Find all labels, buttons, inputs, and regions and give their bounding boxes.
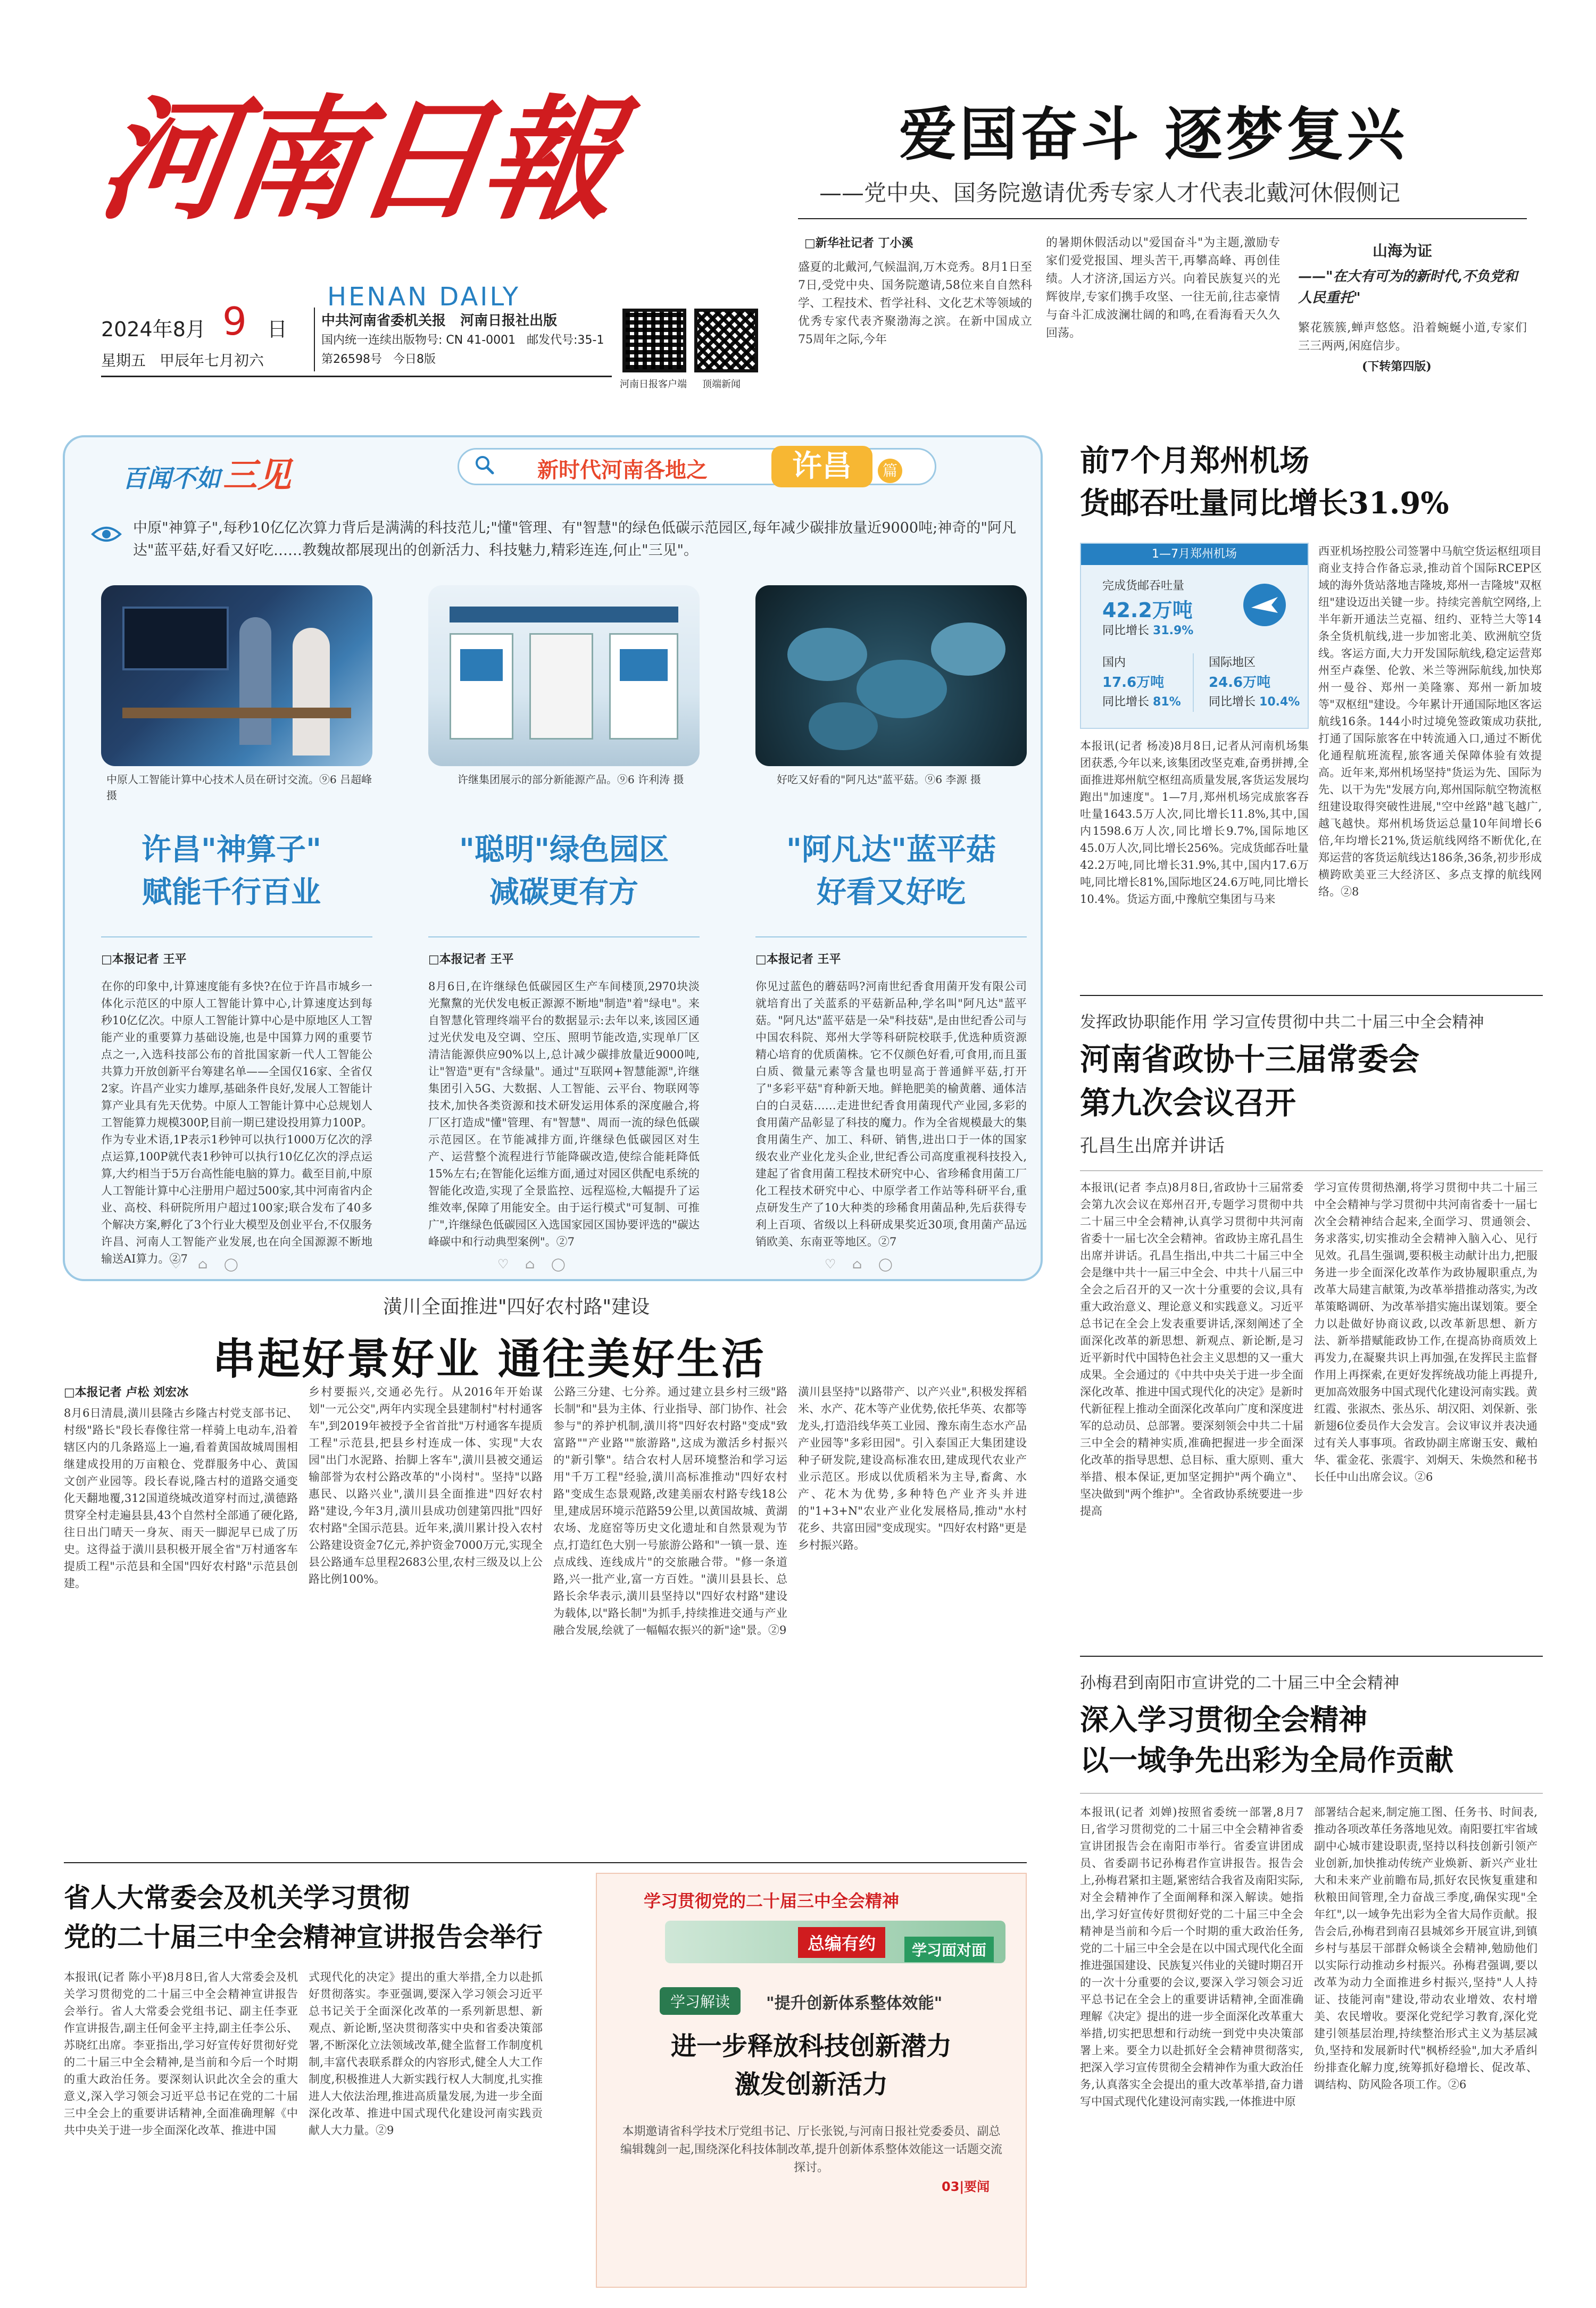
panel-footer-icons-2[interactable]: ♡ ⌂ ◯ <box>497 1257 566 1272</box>
publisher-party: 中共河南省委机关报 <box>321 313 446 329</box>
road-kicker: 潢川全面推进"四好农村路"建设 <box>383 1296 650 1318</box>
airplane-icon <box>1241 581 1289 629</box>
caption-mushroom: 好吃又好看的"阿凡达"蓝平菇。⑨6 李源 摄 <box>777 773 981 786</box>
panel-search-text: 新时代河南各地之 <box>537 458 708 483</box>
search-icon <box>475 455 495 475</box>
byline-mushroom: □本报记者 王平 <box>755 952 841 966</box>
headline-ai <box>80 829 383 914</box>
airport-total-growth: 31.9% <box>1153 624 1194 637</box>
airport-intl-label: 国际地区 <box>1209 656 1256 669</box>
airport-total-value: 42.2万吨 <box>1102 599 1193 622</box>
study-page-link[interactable]: 03|要闻 <box>942 2179 990 2194</box>
airport-intl-growth: 10.4% <box>1259 695 1300 709</box>
cppcc-body-1: 本报讯(记者 李点)8月8日,省政协十三届常委会第九次会议在郑州召开,专题学习贯彻中共二十届三中全会精神,认真学习贯彻中共河南省委十一届七次全会精神。省政协主席孔昌生出席并讲话。孔昌生指出,中共二十届三中全会是继中共十一届三中全会、中共十八届三中全会之后召开的又一次十分重要的会议,具有重大政治意义、理论意义和实践意义。习近平总书记在全会上发表重要讲话,深刻阐述了全面深化改革的新思想、新观点、新论断,是习近平新时代中国特色社会主义思想的又一重大成果。全会通过的《中共中央关于进一步全面深化改革、推进中国式现代化的决定》是新时代新征程上推动全面深化改革向广度和深度进军的总动员、总部署。要深刻领会中共二十届三中全会的精神实质,准确把握进一步全面深化改革的指导思想、总目标、重大原则、重大举措、根本保证,更加坚定拥护"两个确立"、坚决做到"两个维护"。全省政协系统要进一步提高 <box>1080 1181 1303 1517</box>
npc-body-1: 本报讯(记者 陈小平)8月8日,省人大常委会及机关学习贯彻党的二十届三中全会精神宣讲报告会举行。省人大常委会党组书记、副主任李亚作宣讲报告,副主任何金平主持,副主任李公乐、苏晓红出席。李亚指出,学习好宣传好贯彻好党的二十届三中全会精神,是当前和今后一个时期的重大政治任务。要深刻认识此次全会的重大意义,深入学习领会习近平总书记在党的二十届三中全会上的重要讲话精神,全面准确理解《中共中央关于进一步全面深化改革、推进中国 <box>64 1971 298 2137</box>
headline-green-line2: 减碳更有方 <box>489 875 638 910</box>
study-headline-line2: 激发创新活力 <box>734 2070 888 2099</box>
airport-intl-value: 24.6万吨 <box>1209 675 1271 691</box>
sun-headline-line2: 以一域争先出彩为全局作贡献 <box>1080 1743 1453 1777</box>
road-byline: □本报记者 卢松 刘宏冰 <box>64 1385 189 1399</box>
issue-number: 第26598号 <box>321 353 382 366</box>
road-col-4: 潢川县坚持"以路带产、以产兴业",积极发挥稻米、水产、花木等产业优势,依托华英、农都等龙头,打造沿线华英工业园、豫东南生态水产品产业园等"多彩田园"。引入泰国正大集团建设种子研发院,建设高标准农田,建成现代农业产业示范区。形成以优质稻米为主导,畜禽、水产、花木为优势,多种特色产业齐头并进的"1+3+N"农业产业化发展格局,推动"水村花乡、共富田园"变成现实。"四好农村路"更是乡村振兴路。 <box>798 1385 1027 1551</box>
airport-headline-line2: 货邮吞吐量同比增长31.9% <box>1080 486 1449 521</box>
study-headline-line1: 进一步释放科技创新潜力 <box>670 2031 952 2061</box>
city-suffix: 篇 <box>878 459 902 483</box>
panel-brand-text: 百闻不如 <box>122 464 220 493</box>
sun-body-1: 本报讯(记者 刘婵)按照省委统一部署,8月7日,省学习贯彻党的二十届三中全会精神省委宣讲团报告会在南阳市举行。省委宣讲团成员、省委副书记孙梅君作宣讲报告。报告会上,孙梅君紧扣主题,紧密结合我省及南阳实际,对全会精神作了全面阐释和深入解读。她指出,学习好宣传好贯彻好党的二十届三中全会精神是当前和今后一个时期的重大政治任务,党的二十届三中全会是在以中国式现代化全面推进强国建设、民族复兴伟业的关键时期召开的一次十分重要的会议,要深入学习领会习近平总书记在全会上的重要讲话精神,全面准确理解《决定》提出的进一步全面深化改革重大举措,切实把思想和行动统一到党中央决策部署上来。要全力以赴抓好全会精神贯彻落实,把深入学习宣传贯彻全会精神作为重大政治任务,认真落实全会提出的重大改革举措,奋力谱写中国式现代化建设河南实践,一体推进中原 <box>1080 1806 1303 2108</box>
npc-headline <box>64 1878 543 1957</box>
headline-green <box>410 829 718 914</box>
study-tag-topic: "提升创新体系整体效能" <box>766 1994 943 2013</box>
newspaper-logo-english: HENAN DAILY <box>327 282 521 312</box>
lead-subtitle: ——党中央、国务院邀请优秀专家人才代表北戴河休假侧记 <box>819 180 1401 206</box>
cppcc-kicker: 发挥政协职能作用 学习宣传贯彻中共二十届三中全会精神 <box>1080 1013 1484 1032</box>
date-day-suffix: 日 <box>267 318 288 341</box>
sun-kicker: 孙梅君到南阳市宣讲党的二十届三中全会精神 <box>1080 1674 1399 1692</box>
study-kicker: 学习贯彻党的二十届三中全会精神 <box>644 1891 900 1911</box>
date-day: 9 <box>222 299 247 344</box>
panel-footer-icons-3[interactable]: ♡ ⌂ ◯ <box>825 1257 893 1272</box>
airport-total-label: 完成货邮吞吐量 <box>1102 579 1185 593</box>
road-col-3: 公路三分建、七分养。通过建立县乡村三级"路长制"和"县为主体、行业指导、部门协作、社会参与"的养护机制,潢川将"四好农村路"变成"致富路""产业路""旅游路",这成为激活乡村振兴的"新引擎"。结合农村人居环境整治和学习运用"千万工程"经验,潢川高标准推动"四好农村路"变成生态景观路,改建美丽农村路专线18公里,建成居环境示范路59公里,以黄国故城、黄湖农场、龙庭窑等历史文化遗址和自然景观为节点,打造红色大别一号旅游公路和"一镇一景、连点成线、连线成片"的交旅融合带。"修一条道路,兴一批产业,富一方百姓。"潢川县县长、总路长余华表示,潢川县坚持以"四好农村路"建设为载体,以"路长制"为抓手,持续推进交通与产业融合发展,绘就了一幅幅农振兴的新"途"景。②9 <box>553 1385 787 1637</box>
city-badge <box>771 446 872 487</box>
road-headline: 串起好景好业 通往美好生活 <box>213 1334 766 1384</box>
body-mushroom: 你见过蓝色的蘑菇吗?河南世纪香食用菌开发有限公司就培育出了关蓝系的平菇新品种,学名叫"阿凡达"蓝平菇。"阿凡达"蓝平菇是一朵"科技菇",是由世纪香公司与中国农科院、郑州大学等科研院校联手,优选种质资源精心培育的优质菌株。它不仅颜色好看,可食用,而且蛋白质、微量元素等含量也明显高于普通鲜平菇,打开了"多彩平菇"育种新天地。鲜艳肥美的榆黄蘑、通体洁白的白灵菇……走进世纪香食用菌现代产业园,多彩的食用菌产品彰显了科技的魔力。作为全省规模最大的集食用菌生产、加工、科研、销售,进出口于一体的国家级农业产业化龙头企业,世纪香公司高度重视科技投入,建起了省食用菌工程技术研究中心、省珍稀食用菌工厂化工程技术研究中心、中原学者工作站等科研平台,重点研发生产了10大种类的珍稀食用菌品种,先后获得专利上百项、省级以上科研成果奖近30项,食用菌产品远销欧美、东南亚等地区。②7 <box>755 980 1027 1248</box>
qr-code-app[interactable] <box>622 309 686 372</box>
lead-continue[interactable]: (下转第四版) <box>1362 360 1432 373</box>
airport-headline-line1: 前7个月郑州机场 <box>1080 443 1309 478</box>
caption-xuji: 许继集团展示的部分新能源产品。⑨6 许利涛 摄 <box>458 773 684 786</box>
photo-xuji <box>428 585 700 766</box>
caption-ai-center: 中原人工智能计算中心技术人员在研讨交流。⑨6 吕超峰 摄 <box>106 773 372 802</box>
airport-headline <box>1080 439 1449 525</box>
photo-ai-center <box>101 585 372 766</box>
cppcc-subhead: 孔昌生出席并讲话 <box>1080 1135 1225 1157</box>
sun-headline <box>1080 1699 1453 1780</box>
study-headline <box>617 2027 1005 2104</box>
npc-body-2: 式现代化的决定》提出的重大举措,全力以赴抓好贯彻落实。李亚强调,要深入学习领会习近平总书记关于全面深化改革的一系列新思想、新观点、新论断,坚决贯彻落实中央和省委决策部署,不断深化立法领域改革,健全监督工作制度机制,丰富代表联系群众的内容形式,健全人大工作制度,积极推进人大新实践行权人大制度,扎实推进人大依法治理,推进高质量发展,为进一步全面深化改革、推进中国式现代化建设河南实践贡献人大力量。②9 <box>309 1971 543 2137</box>
cn-number: 国内统一连续出版物号: CN 41-0001 <box>321 334 516 347</box>
headline-green-line1: "聪明"绿色园区 <box>459 833 669 867</box>
study-description: 本期邀请省科学技术厅党组书记、厅长张锐,与河南日报社党委委员、副总编辑魏剑一起,围绕深化科技体制改革,提升创新体系整体效能这一话题交流探讨。 <box>620 2125 1002 2174</box>
airport-intl-growth-label: 同比增长 <box>1209 695 1256 709</box>
panel-brand-big: 三见 <box>223 456 292 495</box>
lead-headline: 爱国奋斗 逐梦复兴 <box>899 101 1408 168</box>
byline-green: □本报记者 王平 <box>428 952 514 966</box>
body-ai: 在你的印象中,计算速度能有多快?在位于许昌市城乡一体化示范区的中原人工智能计算中心,计算速度达到每秒10亿亿次。中原人工智能计算中心是中原地区人工智能产业的重要算力基础设施,也是中国算力网的重要节点之一,入选科技部公布的首批国家新一代人工智能公共算力开放创新平台筹建名单——全国仅16家、全省仅2家。许昌产业实力雄厚,基础条件良好,发展人工智能计算产业具有先天优势。中原人工智能计算中心总规划人工智能算力规模300P,目前一期已建设投用算力100P。作为专业术语,1P表示1秒钟可以执行1000万亿次的浮点运算,100P就代表1秒钟可以执行10亿亿次的浮点运算,大约相当于5万台高性能电脑的算力。截至目前,中原人工智能计算中心注册用户超过500家,其中河南省内企业、高校、科研院所用户超过100家;联合发布了40多个解决方案,孵化了3个行业大模型及创业平台,不仅服务许昌、河南人工智能产业发展,也在向全国源源不断地输送AI算力。②7 <box>101 980 372 1265</box>
publisher-press: 河南日报社出版 <box>460 313 558 329</box>
airport-domestic-label: 国内 <box>1102 656 1126 669</box>
airport-domestic-growth: 81% <box>1153 695 1181 709</box>
npc-headline-line2: 党的二十届三中全会精神宣讲报告会举行 <box>64 1921 543 1953</box>
lead-side-quote: ——"在大有可为的新时代,不负党和人民重托" <box>1298 269 1518 306</box>
photo-mushroom <box>755 585 1027 766</box>
lunar-date: 甲辰年七月初六 <box>160 352 264 369</box>
city-name: 许昌 <box>792 449 852 484</box>
body-green: 8月6日,在许继绿色低碳园区生产车间楼顶,2970块淡光黧黧的光伏发电板正源源不断地"制造"着"绿电"。来自智慧化管理终端平台的数据显示:去年以来,该园区通过光伏发电及空调、空压、照明节能改造,实现单厂区清洁能源供应90%以上,总计减少碳排放量近9000吨,让"智造"更有"含绿量"。通过"互联网+智慧能源",许继集团引入5G、大数据、人工智能、云平台、物联网等技术,加快各类资源和技术研发运用体系的深度融合,将厂区打造成"懂"管理、有"智慧"、周而一流的绿色低碳示范园区。在节能减排方面,许继绿色低碳园区对生产、运营整个流程进行节能降碳改造,使综合能耗降低15%左右;在智能化运维方面,通过对园区供配电系统的智能化改造,实现了全景监控、远程巡检,大幅提升了运维效率,保障了用能安全。由于运行模式"可复制、可推广",许继绿色低碳园区入选国家园区国协要评选的"碳达峰碳中和行动典型案例"。②7 <box>428 980 700 1248</box>
study-banner-right: 学习面对面 <box>904 1937 994 1962</box>
weekday: 星期五 <box>101 352 146 369</box>
headline-mushroom <box>734 829 1048 914</box>
headline-ai-line1: 许昌"神算子" <box>141 833 322 867</box>
cppcc-headline-line2: 第九次会议召开 <box>1080 1085 1296 1121</box>
airport-body-2: 西亚机场控股公司签署中马航空货运枢纽项目商业支持合作备忘录,推动首个国际RCEP区域的海外货站落地吉隆坡,郑州一吉隆坡"双枢纽"建设迈出关键一步。持续完善航空网络,上半年新开通法兰克福、纽约、亚特兰大等14条全货机航线,进一步加密北美、欧洲航空货线。客运方面,大力开发国际航线,稳定运营郑州至卢森堡、伦敦、米兰等洲际航线,加快郑州一曼谷、郑州一美隆寨、郑州一新加坡等"双枢纽"建设。今年累计开通国际地区客运航线16条。144小时过境免签政策成功获批,打通了国际旅客在中转流通入口,通过不断优化通程航班流程,旅客通关保障体验有效提高。近年来,郑州机场坚持"货运为先、国际为先、以干为先"发展方向,郑州国际航空物流枢纽建设取得突破性进展,"空中丝路"越飞越广,越飞越快。郑州机场货运总量10年间增长6倍,年均增长21%,货运航线网络不断优化,在郑运营的客货运航线达186条,36条,初步形成横跨欧美亚三大经济区、多点支撑的航线网络。②8 <box>1318 545 1542 898</box>
lead-side-head: 山海为证 <box>1373 242 1433 260</box>
airport-infographic <box>1080 543 1309 729</box>
panel-brand <box>122 448 292 495</box>
lead-col2: 的暑期休假活动以"爱国奋斗"为主题,激励专家们爱党报国、埋头苦干,再攀高峰、再创佳绩。人才济济,国运方兴。向着民族复兴的光辉彼岸,专家们携手攻坚、一往无前,往志豪情与奋斗汇成波澜壮阔的和鸣,在看海看天久久回荡。 <box>1046 236 1280 340</box>
cppcc-headline <box>1080 1037 1419 1125</box>
qr-label-app: 河南日报客户端 <box>620 379 687 390</box>
page-count: 今日8版 <box>393 353 436 366</box>
date-block <box>101 299 612 382</box>
date-month: 2024年8月 <box>101 318 206 341</box>
airport-domestic-growth-label: 同比增长 <box>1102 695 1150 709</box>
npc-headline-line1: 省人大常委会及机关学习贯彻 <box>64 1882 410 1913</box>
lead-byline: □新华社记者 丁小溪 <box>804 236 913 250</box>
lead-col3: 繁花簇簇,蝉声悠悠。沿着蜿蜒小道,专家们三三两两,闲庭信步。 <box>1298 321 1527 353</box>
panel-intro: 中原"神算子",每秒10亿亿次算力背后是满满的科技范儿;"懂"管理、有"智慧"的绿色低碳示范园区,每年减少碳排放量近9000吨;神奇的"阿凡达"蓝平菇,好看又好吃……教魏故都展现出的创新活力、科技魅力,精彩连连,何止"三见"。 <box>133 520 1016 559</box>
headline-mushroom-line1: "阿凡达"蓝平菇 <box>786 833 996 867</box>
airport-total-growth-label: 同比增长 <box>1102 624 1150 637</box>
postal-code: 邮发代号:35-1 <box>527 334 604 347</box>
airport-info-title: 1—7月郑州机场 <box>1081 544 1308 565</box>
sun-headline-line1: 深入学习贯彻全会精神 <box>1080 1703 1367 1737</box>
lead-col1: 盛夏的北戴河,气候温润,万木竞秀。8月1日至7日,受党中央、国务院邀请,58位来自自然科学、工程技术、哲学社科、文化艺术等领域的优秀专家代表齐聚渤海之滨。在新中国成立75周年之际,今年 <box>798 261 1033 346</box>
byline-ai: □本报记者 王平 <box>101 952 187 966</box>
cppcc-body-2: 学习宣传贯彻热潮,将学习贯彻中共二十届三中全会精神与学习贯彻中共河南省委十一届七次全会精神结合起来,全面学习、贯通领会、务求落实,切实推动全会精神入脑入心、见行见效。孔昌生强调,要积极主动献计出力,把服务进一步全面深化改革作为政协履职重点,为改革大局建言献策,为改革举措推动落实,为改革策略调研、为改革举措实施出谋划策。要全力以赴做好协商议政,以改革新思想、新方法、新举措赋能政协工作,在提高协商质效上再发力,在凝聚共识上再加强,在发挥民主监督作用上再探索,在更好发挥统战功能上再提升,更加高效服务中国式现代化建设河南实践。黄红霞、张淑杰、张丛乐、胡汉阳、刘保新、张新翅6位委员作大会发言。会议审议并表决通过有关人事事项。省政协副主席谢玉安、戴柏华、霍金花、张震宇、刘炯天、朱焕然和秘书长任中山出席会议。②6 <box>1314 1181 1537 1483</box>
newspaper-logo: 河南日報 <box>90 81 623 238</box>
panel-footer-icons-1[interactable]: ♡ ⌂ ◯ <box>170 1257 238 1272</box>
qr-label-news: 顶端新闻 <box>702 379 741 390</box>
study-tag: 学习解读 <box>660 1987 741 2015</box>
eye-icon <box>90 524 122 545</box>
road-col-1: 8月6日清晨,潢川县隆古乡隆古村党支部书记、村级"路长"段长春像往常一样骑上电动车,沿着辖区内的几条路巡上一遍,看着黄国故城周围相继建成投用的万亩粮仓、党群服务中心、黄国文创产业园等。段长春说,隆古村的道路交通变化天翻地覆,312国道绕城改道穿村而过,潢德路贯穿全村走遍县县,43个自然村全部通了硬化路,往日出门晴天一身灰、雨天一脚泥早已成了历史。这得益于潢川县积极开展全省"万村通客车提质工程"示范县和全国"四好农村路"示范县创建。 <box>64 1407 298 1590</box>
road-col-2: 乡村要振兴,交通必先行。从2016年开始谋划"一元公交",两年内实现全县建制村"村村通客车",到2019年被授予全省首批"万村通客车提质工程"示范县,把县乡村连成一体、实现"大农园"出门水泥路、抬脚上客车",潢川县被交通运输部誉为农村公路改革的"小岗村"。坚持"以路惠民、以路兴业",潢川县全面推进"四好农村路"建设,今年3月,潢川县成功创建第四批"四好农村路"全国示范县。近年来,潢川累计投入农村公路建设资金7亿元,养护资金7000万元,实现全县公路通车总里程2683公里,农村三级及以上公路比例100%。 <box>309 1385 543 1585</box>
airport-domestic-value: 17.6万吨 <box>1102 675 1165 691</box>
study-banner-left: 总编有约 <box>798 1927 885 1958</box>
cppcc-headline-line1: 河南省政协十三届常委会 <box>1080 1041 1420 1077</box>
sun-body-2: 部署结合起来,制定施工图、任务书、时间表,推动各项改革任务落地见效。南阳要扛牢省域副中心城市建设职责,坚持以科技创新引领产业创新,加快推动传统产业焕新、新兴产业壮大和未来产业前瞻布局,抓好农民恢复重建和秋粮田间管理,全力奋战三季度,确保实现"全年红",以一域争先出彩为全省大局作贡献。报告会后,孙梅君到南召县城郊乡开展宣讲,到镇乡村与基层干部群众畅谈全会精神,勉励他们以实际行动推动乡村振兴。孙梅君强调,要以改革为动力全面推进乡村振兴,坚持"人人持证、技能河南"建设,带动农业增效、农村增美、农民增收。要深化党纪学习教育,深化党建引领基层治理,持续整治形式主义为基层减负,坚持和发展新时代"枫桥经验",加大矛盾纠纷排查化解力度,统筹抓好稳增长、促改革、调结构、防风险各项工作。②6 <box>1314 1806 1537 2091</box>
headline-ai-line2: 赋能千行百业 <box>142 875 321 910</box>
qr-code-news[interactable] <box>694 309 758 372</box>
airport-body-1: 本报讯(记者 杨凌)8月8日,记者从河南机场集团获悉,今年以来,该集团改坚克难,奋勇拼搏,全面推进郑州航空枢纽高质量发展,客货运发展均跑出"加速度"。1—7月,郑州机场完成旅客吞吐量1643.5万人次,同比增长11.8%,其中,国内1598.6万人次,同比增长9.7%,国际地区45.0万人次,同比增长256%。完成货邮吞吐量42.2万吨,同比增长31.9%,其中,国内17.6万吨,同比增长81%,国际地区24.6万吨,同比增长10.4%。货运方面,中豫航空集团与马来 <box>1080 740 1309 906</box>
headline-mushroom-line2: 好看又好吃 <box>817 875 966 910</box>
